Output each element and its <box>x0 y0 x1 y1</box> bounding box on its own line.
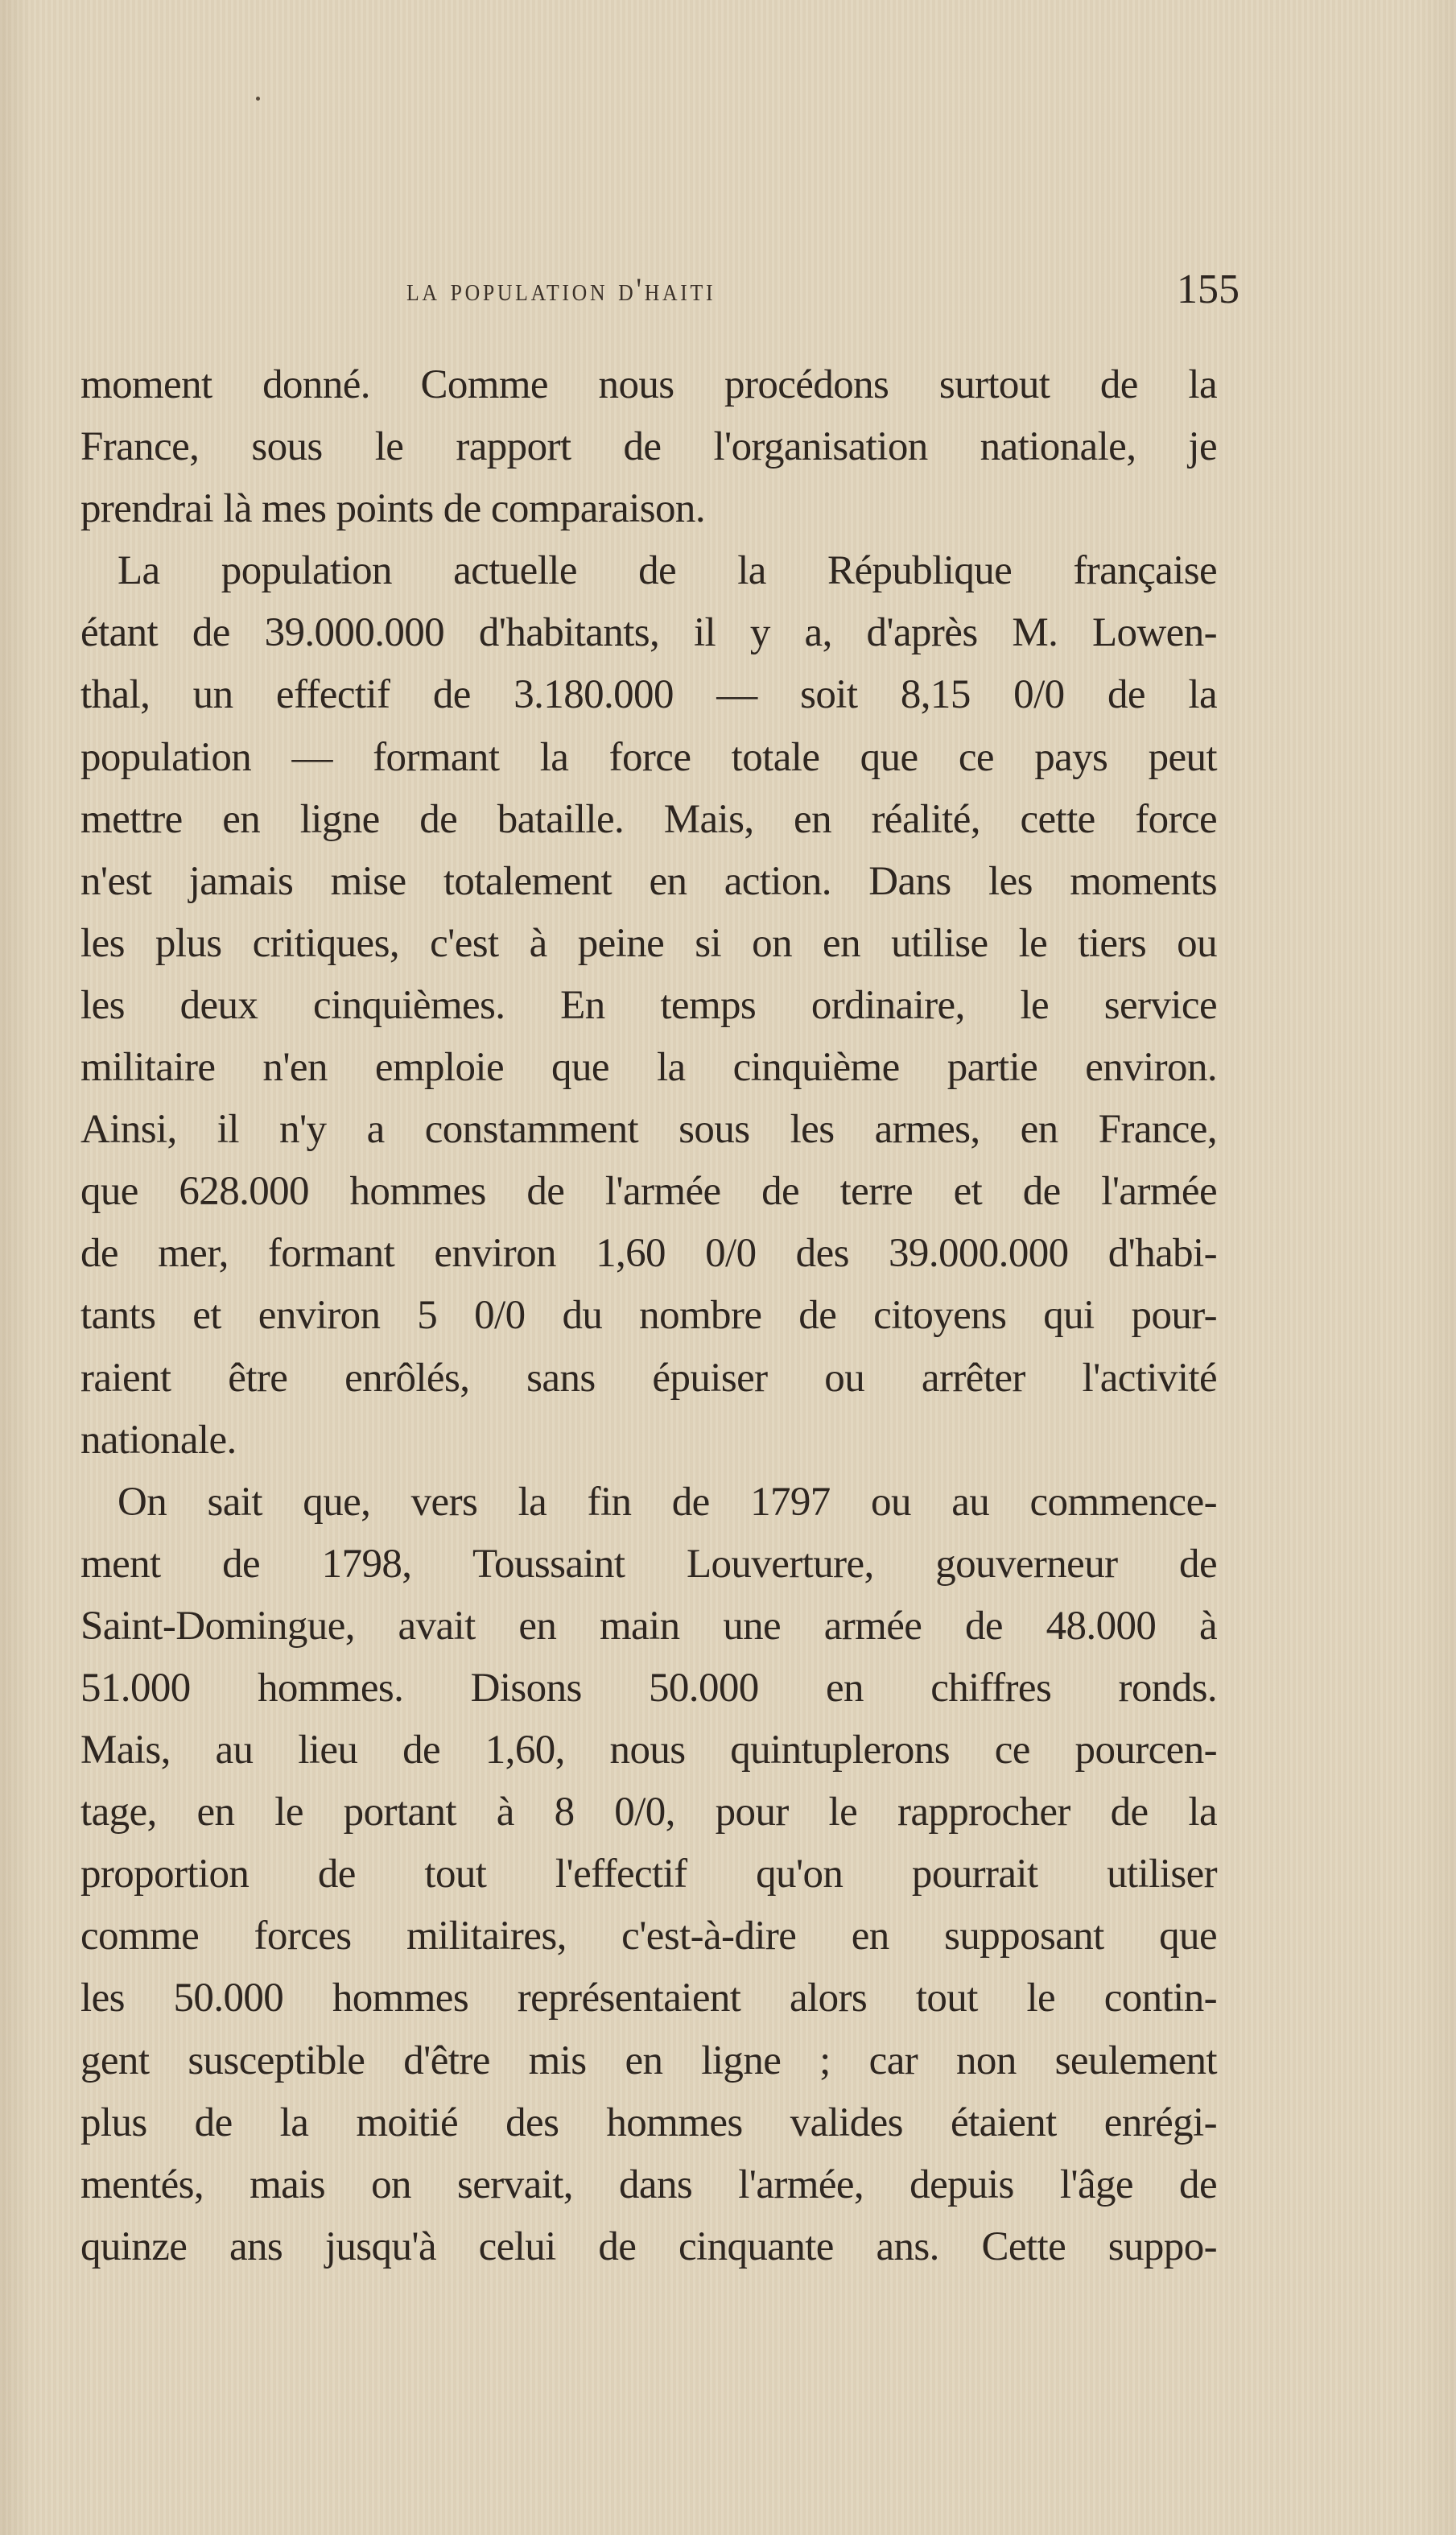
text-line: plus de la moitié des hommes valides étaient enrégi- <box>80 2099 1217 2145</box>
text-line: prendrai là mes points de comparaison. <box>80 486 705 532</box>
text-line: Saint-Domingue, avait en main une armée de 48.000 à <box>80 1603 1217 1649</box>
text-line: les 50.000 hommes représentaient alors tout le contin- <box>80 1976 1217 2021</box>
text-line: Ainsi, il n'y a constamment sous les armes, en France, <box>80 1107 1217 1153</box>
text-line: ment de 1798, Toussaint Louverture, gouverneur de <box>80 1541 1217 1587</box>
text-line: thal, un effectif de 3.180.000 — soit 8,15 0/0 de la <box>80 672 1217 718</box>
text-line: proportion de tout l'effectif qu'on pourrait utiliser <box>80 1852 1217 1897</box>
page-number: 155 <box>1177 266 1239 312</box>
text-line: raient être enrôlés, sans épuiser ou arrêter l'activité <box>80 1355 1217 1401</box>
text-line: 51.000 hommes. Disons 50.000 en chiffres ronds. <box>80 1665 1217 1711</box>
text-line: nationale. <box>80 1417 237 1463</box>
text-line: population — formant la force totale que ce pays peut <box>80 734 1217 780</box>
text-line: comme forces militaires, c'est-à-dire en supposant que <box>80 1914 1217 1959</box>
body-text <box>80 354 1217 2278</box>
paragraph-start-line: On sait que, vers la fin de 1797 ou au commence- <box>118 1479 1217 1525</box>
text-line: quinze ans jusqu'à celui de cinquante ans. Cette suppo- <box>80 2223 1217 2269</box>
paragraph-start-line: La population actuelle de la République française <box>118 548 1217 594</box>
text-line: France, sous le rapport de l'organisation nationale, je <box>80 424 1217 470</box>
paper-speck <box>256 97 260 101</box>
text-line: mentés, mais on servait, dans l'armée, depuis l'âge de <box>80 2161 1217 2207</box>
running-header <box>0 266 1456 314</box>
text-line: gent susceptible d'être mis en ligne ; car non seulement <box>80 2037 1217 2083</box>
text-line: les plus critiques, c'est à peine si on en utilise le tiers ou <box>80 920 1217 966</box>
text-line: Mais, au lieu de 1,60, nous quintuplerons ce pourcen- <box>80 1728 1217 1773</box>
text-line: que 628.000 hommes de l'armée de terre et de l'armée <box>80 1169 1217 1215</box>
text-line: mettre en ligne de bataille. Mais, en réalité, cette force <box>80 796 1217 842</box>
text-line: étant de 39.000.000 d'habitants, il y a, d'après M. Lowen- <box>80 610 1217 656</box>
text-line: moment donné. Comme nous procédons surtout de la <box>80 362 1217 407</box>
running-title: la population d'haiti <box>406 271 716 308</box>
text-line: tants et environ 5 0/0 du nombre de citoyens qui pour- <box>80 1293 1217 1339</box>
text-line: tage, en le portant à 8 0/0, pour le rapprocher de la <box>80 1790 1217 1835</box>
text-line: militaire n'en emploie que la cinquième partie environ. <box>80 1045 1217 1091</box>
text-line: les deux cinquièmes. En temps ordinaire, le service <box>80 982 1217 1028</box>
text-line: de mer, formant environ 1,60 0/0 des 39.000.000 d'habi- <box>80 1231 1217 1277</box>
text-line: n'est jamais mise totalement en action. Dans les moments <box>80 858 1217 904</box>
